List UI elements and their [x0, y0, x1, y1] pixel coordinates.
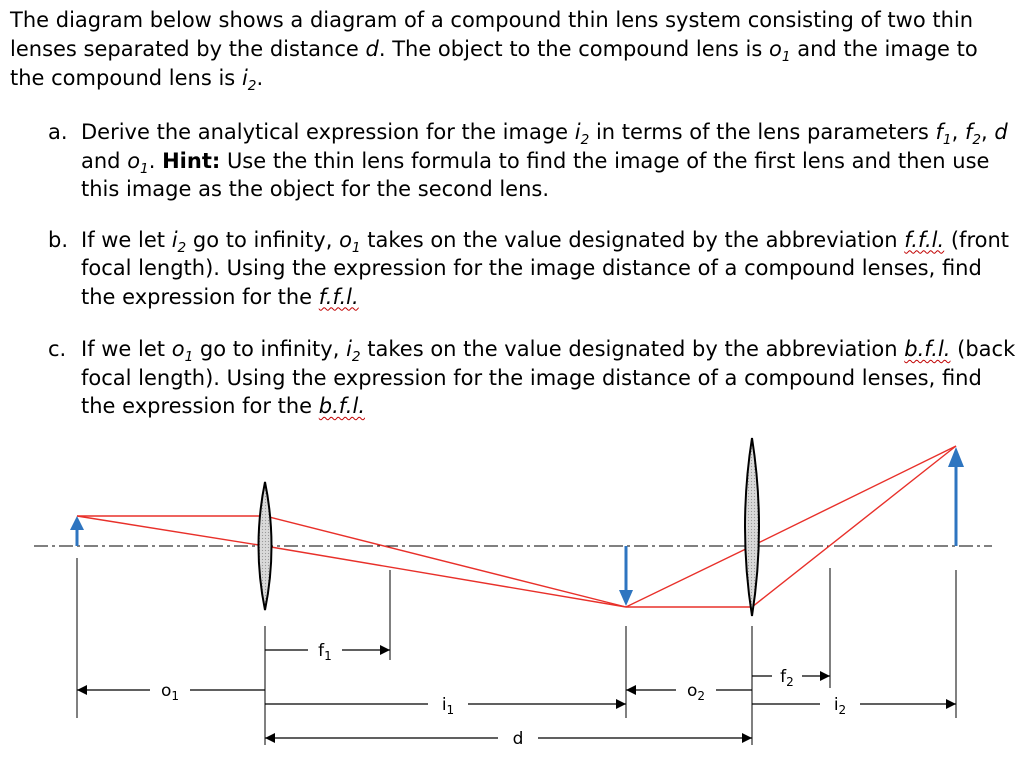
var-o: o — [769, 37, 782, 61]
var-f: f — [935, 120, 943, 144]
intro-text: . The object to the compound lens is — [378, 37, 769, 61]
question-text: and — [81, 148, 128, 173]
lens-2 — [745, 438, 759, 616]
var-f: f — [964, 120, 973, 144]
label-o2: $o_2$ — [686, 681, 706, 703]
label-i2: $i_2$ — [833, 695, 847, 717]
ray-center-2 — [626, 446, 956, 607]
extension-lines — [77, 558, 956, 745]
subscript: 1 — [140, 160, 149, 177]
var-o: o — [127, 148, 141, 173]
subscript: 1 — [184, 349, 194, 366]
list-marker: c. — [48, 337, 67, 361]
intro-text: The diagram below shows a diagram of a compound thin lens system consisting of two thin lenses separated by the distance — [10, 8, 974, 61]
subscript: 1 — [351, 239, 361, 256]
question-text: (front focal length). Using the expression for the image distance of a compound lenses, find the expression for the — [81, 227, 1010, 309]
label-i1: $i_1$ — [441, 695, 455, 717]
question-text: takes on the value designated by the abbreviation — [360, 337, 905, 361]
list-marker: b. — [48, 227, 69, 252]
label-o1: $o_1$ — [160, 681, 180, 703]
question-text: in terms of the lens parameters — [589, 120, 936, 144]
label-f1: $f_1$ — [318, 641, 332, 663]
list-marker: a. — [48, 120, 68, 144]
var-d: d — [365, 37, 379, 61]
abbreviation-ffl: f.f.l. — [318, 284, 359, 309]
var-i: i — [346, 337, 352, 361]
lens-1 — [259, 482, 272, 610]
subscript: 2 — [351, 349, 361, 366]
question-text: Derive the analytical expression for the image — [81, 120, 575, 144]
var-i: i — [171, 227, 178, 252]
question-text: go to infinity, — [193, 337, 347, 361]
separator: , — [951, 120, 965, 144]
subscript: 2 — [247, 78, 257, 95]
subscript: 2 — [972, 132, 982, 149]
var-o: o — [339, 227, 352, 252]
subscript: 1 — [942, 132, 952, 149]
question-text: go to infinity, — [186, 227, 340, 252]
var-i: i — [241, 66, 248, 90]
var-i: i — [574, 120, 581, 144]
ray-trace — [77, 446, 956, 607]
intro-text: and the image to the compound lens is — [10, 37, 978, 90]
dimension-lines — [77, 650, 956, 738]
object-arrow — [70, 516, 84, 546]
abbreviation-ffl: f.f.l. — [904, 227, 945, 252]
var-o: o — [171, 337, 185, 361]
question-text: If we let — [81, 337, 172, 361]
var-d: d — [994, 120, 1008, 144]
label-f2: $f_2$ — [780, 667, 794, 689]
intermediate-image-arrow — [619, 546, 633, 606]
question-text: If we let — [81, 227, 172, 252]
abbreviation-bfl: b.f.l. — [904, 337, 951, 361]
separator: , — [981, 120, 995, 144]
hint-label: Hint: — [162, 148, 221, 173]
subscript: 2 — [177, 239, 187, 256]
hint-text: Use the thin lens formula to find the image of the first lens and then use this image as the object for the second lens. — [81, 148, 990, 201]
ray-center-1 — [77, 516, 626, 607]
question-text: (back focal length). Using the expression for the image distance of a compound lenses, find the expression for the — [81, 337, 1016, 418]
question-text: takes on the value designated by the abbreviation — [360, 227, 905, 252]
subscript: 2 — [580, 132, 590, 149]
subscript: 1 — [781, 49, 791, 66]
intro-text: . — [256, 66, 264, 90]
label-d: d — [512, 729, 524, 749]
question-text: . — [148, 148, 163, 173]
final-image-arrow — [948, 447, 964, 546]
abbreviation-bfl: b.f.l. — [318, 394, 365, 418]
